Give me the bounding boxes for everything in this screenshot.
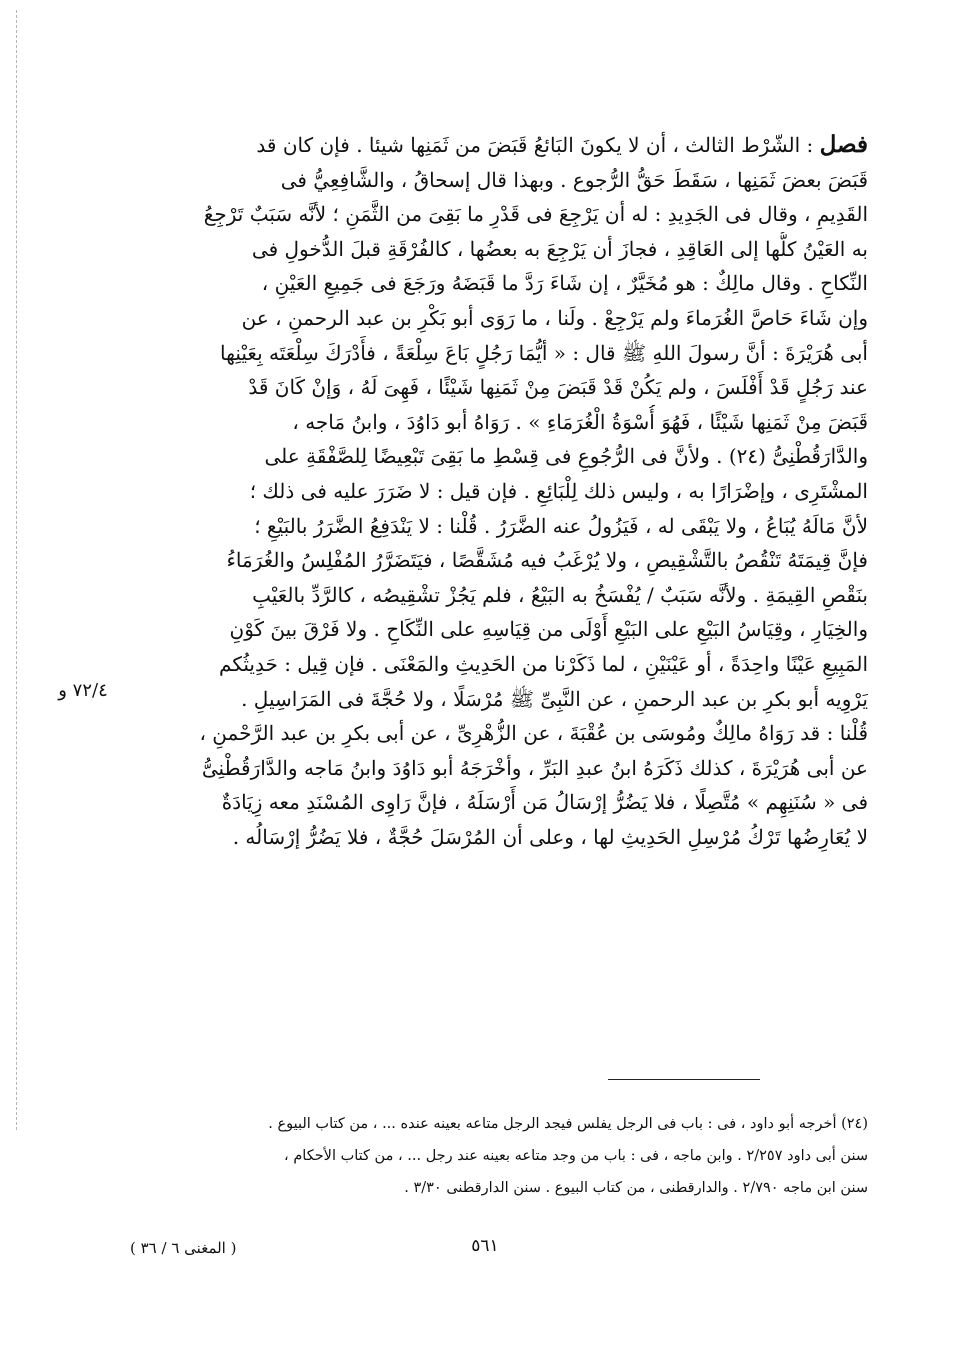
text-line-1-content: : الشّرْط الثالث ، أن لا يكونَ البَائعُ قَبَضَ من ثَمَنِها شيئا . فإن كان قد [256,133,814,157]
text-line-12: لأنَّ مَالَهُ يُبَاعُ ، ولا يَبْقَى له ، فَيَزُولُ عنه الضَّرَرُ . قُلْنا : لا يَنْدَفِعُ الضَّرَرُ بالبَيْعِ ؛ [254,513,868,538]
text-line-9: قَبَضَ مِنْ ثَمَنِها شَيْئًا ، فَهُوَ أُسْوَةُ الْغُرَمَاءِ » . رَوَاهُ أبو دَاوُدَ ، وابنُ مَاجه ، [292,409,868,434]
footnote-line-1: (٢٤) أخرجه أبو داود ، فى : باب فى الرجل يفلس فيجد الرجل متاعه بعينه عنده ... ، من كتاب البيوع . [268,1116,868,1132]
text-line-15: والخِيَارِ ، وقِيَاسُ البَيْعِ على البَيْعِ أَوْلَى من قِيَاسِهِ على النِّكَاحِ . ولا فَرْقَ بينَ كَوْنِ [229,617,868,642]
text-line-5: النِّكاحِ . وقال مالِكٌ : هو مُخَيَّرٌ ، إن شَاءَ رَدَّ ما قَبَضَهُ ورَجَعَ فى جَمِيعِ العَيْنِ ، [261,271,868,296]
text-line-7: أبى هُرَيْرَةَ : أنَّ رسولَ اللهِ ﷺ قال : « أيُّمَا رَجُلٍ بَاعَ سِلْعَةً ، فأَدْرَكَ سِلْعَتَه بِعَيْنِها [220,340,868,365]
text-line-2: قَبَضَ بعضَ ثَمَنِها ، سَقَطَ حَقُّ الرُّجوع . وبهذا قال إسحاقُ ، والشَّافِعِيُّ فى [280,167,868,192]
text-line-13: فإنَّ قِيمَتَهُ تَنْقُصُ بالتَّشْقِيصِ ، ولا يُرْغَبُ فيه مُشَقَّصًا ، فيَتَضَرَّرُ المُفْلِسُ والغُرَمَاءُ [226,548,868,573]
text-line-8: عند رَجُلٍ قَدْ أَفْلَسَ ، ولم يَكُنْ قَدْ قَبَضَ مِنْ ثَمَنِها شَيْئًا ، فَهِىَ لَهُ ، وَإنْ كَانَ قَدْ [248,375,868,400]
margin-folio-note: ٧٢/٤ و [58,680,108,701]
text-line-3: القَدِيمِ ، وقال فى الجَدِيدِ : له أن يَرْجِعَ فى قَدْرِ ما بَقِىَ من الثَّمَنِ ؛ لأنَّه سَبَبٌ تَرْجِعُ [203,202,868,227]
text-line-1 [128,128,868,163]
text-line-18: قُلْنا : قد رَوَاهُ مالِكٌ ومُوسَى بن عُقْبَةَ ، عن الزُّهْرِىِّ ، عن أبى بكرِ بن عبد الرَّحْمنِ ، [199,721,868,746]
text-line-10: والدَّارَقُطْنِىُّ (٢٤) . ولأنَّ فى الرُّجُوعِ فى قِسْطِ ما بَقِىَ تَبْعِيضًا لِلصَّفْقَةِ على [264,444,868,469]
footnote-separator [608,1079,760,1080]
text-line-6: وإن شَاءَ حَاصَّ الغُرَماءَ ولم يَرْجِعْ . ولَنا ، ما رَوَى أبو بَكْرِ بن عبد الرحمنِ ، عن [241,305,868,330]
text-line-16: المَبِيعِ عَيْنًا واحِدَةً ، أو عَيْنَيْنِ ، لما ذَكَرْنا من الحَدِيثِ والمَعْنَى . فإن قِيل : حَدِيثُكم [219,651,868,676]
footnote-line-2: سنن أبى داود ٢/٢٥٧ . وابن ماجه ، فى : باب من وجد متاعه بعينه عند رجل ... ، من كتاب الأحكام ، [284,1148,868,1164]
text-line-17: يَرْوِيه أبو بكرِ بن عبد الرحمنِ ، عن النَّبِىِّ ﷺ مُرْسَلًا ، ولا حُجَّةَ فى المَرَاسِيلِ . [241,686,868,711]
text-line-4: به العَيْنُ كلُّها إلى العَاقِدِ ، فجازَ أن يَرْجِعَ به بعضُها ، كالفُرْقَةِ قبلَ الدُّخولِ فى [251,236,868,261]
section-heading: فصل [819,131,868,158]
text-line-21: لا يُعَارِضُها تَرْكُ مُرْسِلِ الحَدِيثِ لها ، وعلى أن المُرْسَلَ حُجَّةٌ ، فلا يَضُرُّ إرْسَالُه . [232,824,868,849]
page-number: ٥٦١ [471,1236,499,1256]
left-margin-rule [16,10,17,1130]
text-line-19: عن أبى هُرَيْرَةَ ، كذلك ذَكَرَهُ ابنُ عبدِ البَرِّ ، وأخْرَجَهُ أبو دَاوُدَ وابنُ مَاجه والدَّارَقُطْنِىُّ [201,755,868,780]
footnote-line-3: سنن ابن ماجه ٢/٧٩٠ . والدارقطنى ، من كتاب البيوع . سنن الدارقطنى ٣/٣٠ . [404,1180,868,1196]
text-line-14: بنَقْصِ القِيمَةِ . ولأنَّه سَبَبٌ / يُفْسَخُ به البَيْعُ ، فلم يَجُزْ تشْقِيصُه ، كالرَّدِّ بالعَيْبِ [252,582,868,607]
book-reference: ( المغنى ٦ / ٣٦ ) [130,1239,237,1257]
text-line-11: المشْتَرِى ، وإضْرَارًا به ، وليس ذلك لِلْبَائِعِ . فإن قيل : لا ضَرَرَ عليه فى ذلك ؛ [249,478,868,503]
footnotes [128,1108,868,1204]
text-line-20: فى « سُنَنِهِم » مُتَّصِلًا ، فلا يَضُرُّ إرْسَالُ مَن أَرْسَلَهُ ، فإنَّ رَاوِى المُسْنَدِ معه زِيَادَةٌ [221,790,868,815]
main-text [128,128,868,854]
